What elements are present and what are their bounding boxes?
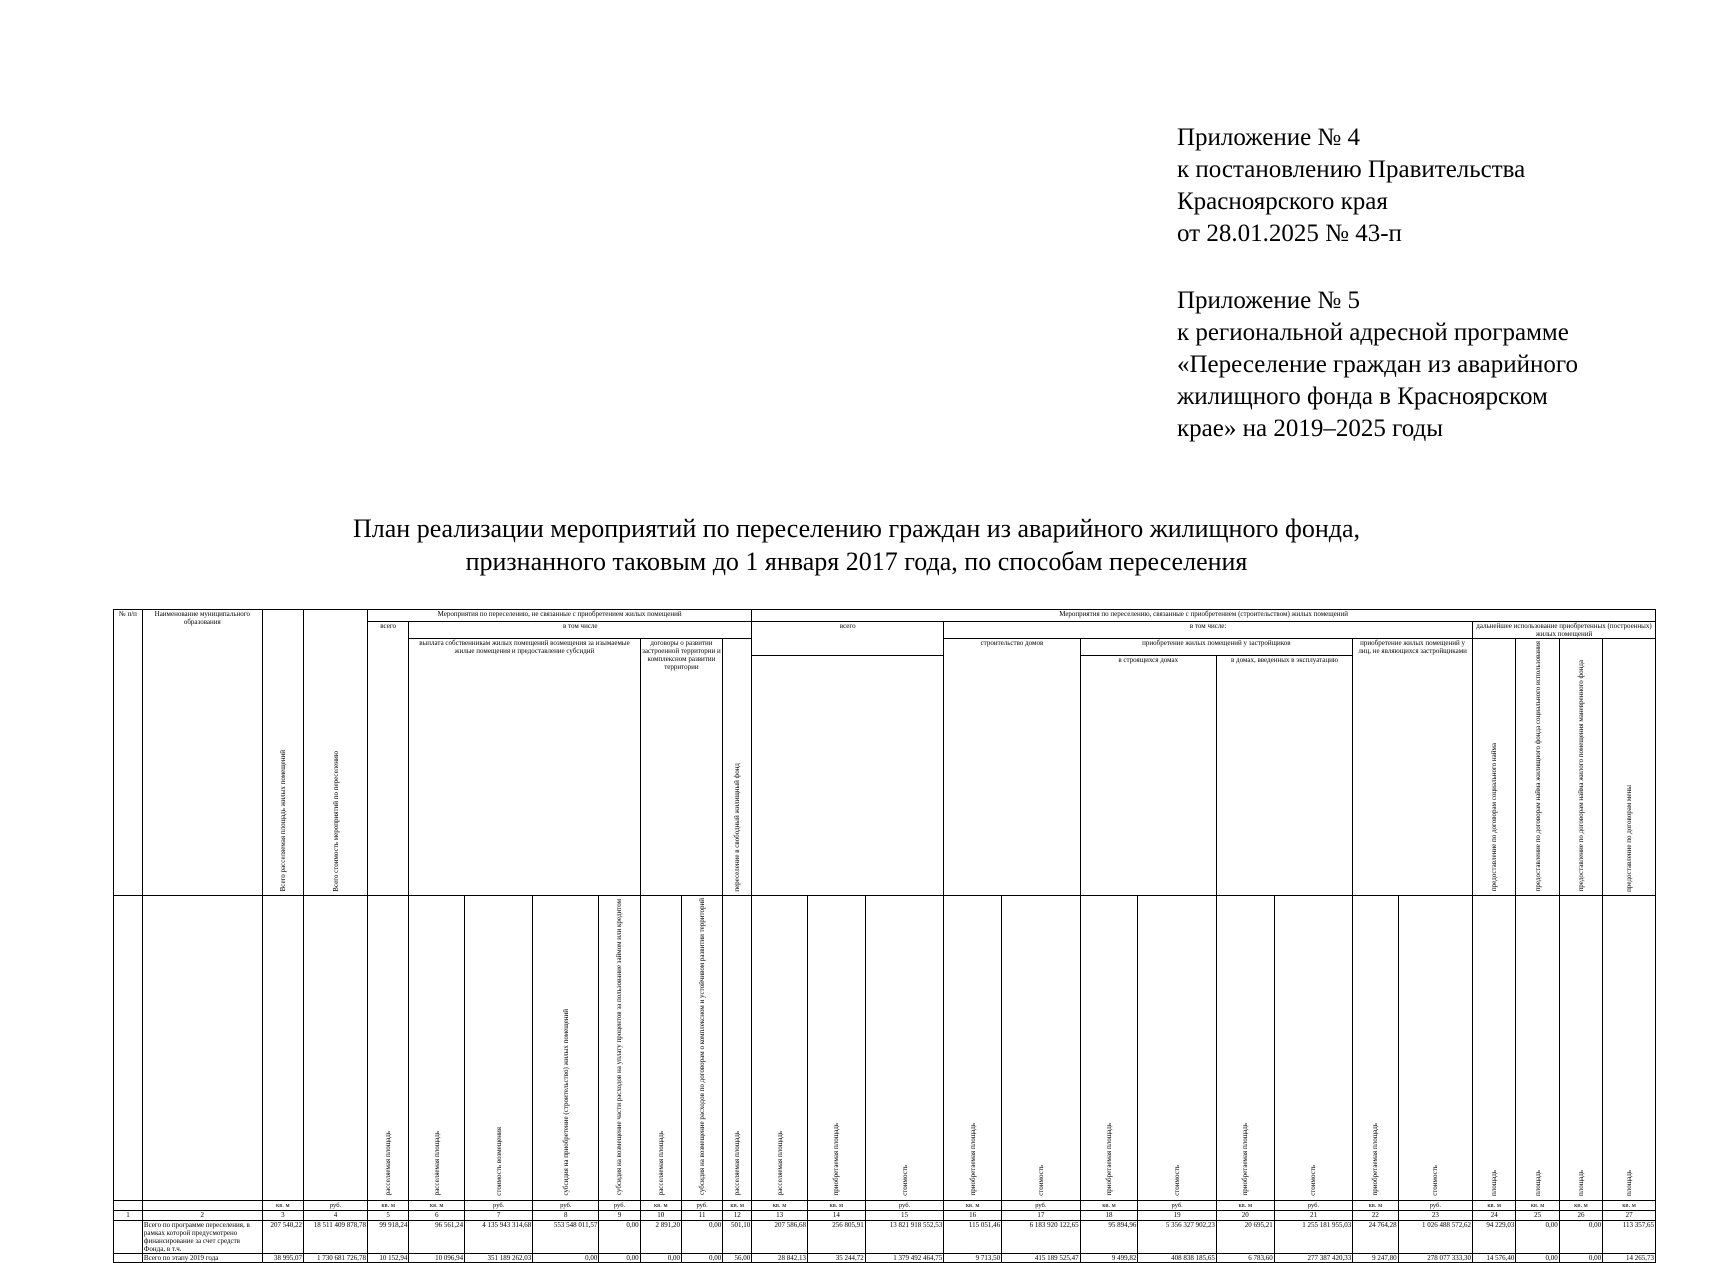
column-index-cell: 12 [723,1210,752,1220]
row-value-cell: 24 764,28 [1353,1220,1398,1253]
column-index-cell: 8 [533,1210,599,1220]
header-sub-blank [262,896,303,1200]
header-use-4: предоставление по договорам мены [1603,639,1656,896]
row-name: Всего по этапу 2019 года [142,1253,262,1262]
row-number [114,1220,143,1253]
table-row [114,1220,1656,1253]
annex-4-line: Приложение № 4 [1177,124,1361,151]
row-number [114,1253,143,1262]
row-value-cell: 0,00 [599,1220,640,1253]
column-index-cell: 5 [368,1210,409,1220]
row-value-cell: 6 783,60 [1216,1253,1274,1262]
unit-cell: руб. [1138,1200,1216,1210]
resettlement-plan-table-wrapper [113,609,1656,1263]
header-cost-total: Всего стоимость мероприятий по переселению [304,610,368,896]
row-value-cell: 9 247,80 [1353,1253,1398,1262]
header-use-3: предоставление по договорам найма жилого помещения маневренного фонда [1559,639,1602,896]
annex-4-line: Красноярского края [1177,188,1388,215]
row-value-cell: 0,00 [640,1253,681,1262]
title-line-2: признанного таковым до 1 января 2017 года, по способам переселения [465,547,1248,576]
header-col-17: стоимость [1002,896,1080,1200]
annex-5-line: Приложение № 5 [1177,287,1361,314]
column-index-cell: 24 [1473,1210,1516,1220]
unit-cell: кв. м [944,1200,1002,1210]
column-index-cell: 2 [142,1210,262,1220]
unit-cell: кв. м [1516,1200,1559,1210]
header-g1-free-fund: переселение в свободный жилищный фонд [723,639,752,896]
column-index-cell: 26 [1559,1210,1602,1220]
row-value-cell: 4 135 943 314,68 [465,1220,533,1253]
column-index-cell: 15 [865,1210,943,1220]
row-value-cell: 94 229,03 [1473,1220,1516,1253]
header-col-11: субсидия на возмещение расходов по договорам о комплексном и устойчивом развитии территорий [681,896,722,1200]
row-value-cell: 351 189 262,03 [465,1253,533,1262]
unit-cell: руб. [1274,1200,1352,1210]
annex-5-line: жилищного фонда в Красноярском [1177,383,1548,410]
unit-cell: кв. м [1473,1200,1516,1210]
column-index-cell: 10 [640,1210,681,1220]
header-col-9: субсидия на возмещение части расходов на уплату процентов за пользование займом или кредитом [599,896,640,1200]
row-value-cell: 56,00 [723,1253,752,1262]
column-index-cell: 23 [1398,1210,1472,1220]
row-value-cell: 1 379 492 464,75 [865,1253,943,1262]
header-sub-blank [142,896,262,1200]
unit-cell: кв. м [409,1200,465,1210]
annex-5-line: «Переселение граждан из аварийного [1177,351,1579,378]
header-g2-dev-existing: в домах, введенных в эксплуатацию [1216,655,1352,896]
unit-cell: кв. м [807,1200,865,1210]
row-value-cell: 207 586,68 [752,1220,808,1253]
row-value-cell: 501,10 [723,1220,752,1253]
header-col-5: расселяемая площадь [368,896,409,1200]
annex-5-line: к региональной адресной программе [1177,319,1569,346]
column-index-cell: 1 [114,1210,143,1220]
row-value-cell: 0,00 [1559,1253,1602,1262]
row-value-cell: 408 838 185,65 [1138,1253,1216,1262]
row-value-cell: 9 499,82 [1080,1253,1138,1262]
row-value-cell: 0,00 [681,1220,722,1253]
annex-4-block [1177,122,1525,250]
row-value-cell: 18 511 409 878,78 [304,1220,368,1253]
column-index-cell: 22 [1353,1210,1398,1220]
column-index-cell: 4 [304,1210,368,1220]
header-g1-development: договоры о развитии застроенной территории и комплексном развитии территории [640,639,723,896]
unit-cell: кв. м [723,1200,752,1210]
header-col-14: приобретаемая площадь [807,896,865,1200]
row-value-cell: 0,00 [1559,1220,1602,1253]
unit-cell: кв. м [1353,1200,1398,1210]
table-row [114,1253,1656,1262]
header-col-25: площадь [1516,896,1559,1200]
unit-cell: руб. [1398,1200,1472,1210]
unit-cell: кв. м [368,1200,409,1210]
header-area-total: Всего расселяемая площадь жилых помещений [262,610,303,896]
header-group-1: Мероприятия по переселению, не связанные с приобретением жилых помещений [368,610,752,622]
header-col-21: стоимость [1274,896,1352,1200]
row-value-cell: 35 244,72 [807,1253,865,1262]
header-col-23: стоимость [1398,896,1472,1200]
header-col-19: стоимость [1138,896,1216,1200]
unit-cell: руб. [599,1200,640,1210]
unit-cell: руб. [681,1200,722,1210]
annex-5-block [1177,285,1578,445]
unit-cell: кв. м [752,1200,808,1210]
row-value-cell: 256 805,91 [807,1220,865,1253]
column-index-cell: 6 [409,1210,465,1220]
header-g2-total: всего [752,622,944,656]
annex-4-line: к постановлению Правительства [1177,156,1526,183]
header-g1-payment: выплата собственникам жилых помещений возмещения за изымаемые жилые помещения и предоставление субсидий [409,639,640,896]
header-municipality: Наименование муниципального образования [142,610,262,896]
unit-cell: кв. м [1559,1200,1602,1210]
header-col-16: приобретаемая площадь [944,896,1002,1200]
row-value-cell: 1 026 488 572,62 [1398,1220,1472,1253]
header-g2-other: приобретение жилых помещений у лиц, не являющихся застройщиками [1353,639,1473,896]
header-col-18: приобретаемая площадь [1080,896,1138,1200]
row-value-cell: 0,00 [681,1253,722,1262]
row-value-cell: 14 576,40 [1473,1253,1516,1262]
header-col-22: приобретаемая площадь [1353,896,1398,1200]
row-name: Всего по программе переселения, в рамках которой предусмотрено финансирование за счет средств Фонда, в т.ч. [142,1220,262,1253]
annex-5-line: крае» на 2019–2025 годы [1177,415,1443,442]
column-index-cell: 16 [944,1210,1002,1220]
row-value-cell: 5 356 327 902,23 [1138,1220,1216,1253]
header-col-7: стоимость возмещения [465,896,533,1200]
header-g2-developers: приобретение жилых помещений у застройщиков [1080,639,1353,656]
row-value-cell: 0,00 [1516,1220,1559,1253]
row-value-cell: 207 540,22 [262,1220,303,1253]
unit-cell: руб. [533,1200,599,1210]
row-value-cell: 96 561,24 [409,1220,465,1253]
header-g2-build: строительство домов [944,639,1080,896]
row-value-cell: 99 918,24 [368,1220,409,1253]
row-value-cell: 0,00 [533,1253,599,1262]
unit-cell: руб. [865,1200,943,1210]
header-col-26: площадь [1559,896,1602,1200]
header-g2-including: в том числе: [944,622,1473,639]
column-index-cell: 7 [465,1210,533,1220]
row-value-cell: 10 096,94 [409,1253,465,1262]
column-index-cell: 18 [1080,1210,1138,1220]
header-g1-total: всего [368,622,409,896]
units-blank [142,1200,262,1210]
title-line-1: План реализации мероприятий по переселению граждан из аварийного жилищного фонда, [352,514,1361,543]
row-value-cell: 113 357,65 [1603,1220,1656,1253]
row-value-cell: 115 051,46 [944,1220,1002,1253]
row-value-cell: 1 730 681 726,78 [304,1253,368,1262]
header-col-24: площадь [1473,896,1516,1200]
row-value-cell: 0,00 [599,1253,640,1262]
row-value-cell: 277 387 420,33 [1274,1253,1352,1262]
column-index-cell: 13 [752,1210,808,1220]
unit-cell: кв. м [640,1200,681,1210]
units-row [114,1200,1656,1210]
column-index-cell: 14 [807,1210,865,1220]
annex-4-line: от 28.01.2025 № 43-п [1177,220,1402,247]
unit-cell: руб. [304,1200,368,1210]
row-value-cell: 28 842,13 [752,1253,808,1262]
header-col-10: расселяемая площадь [640,896,681,1200]
header-col-8: субсидия на приобретение (строительство) жилых помещений [533,896,599,1200]
column-index-cell: 11 [681,1210,722,1220]
header-g2-dev-building: в строящихся домах [1080,655,1216,896]
column-index-row [114,1210,1656,1220]
column-index-cell: 25 [1516,1210,1559,1220]
row-value-cell: 6 183 920 122,65 [1002,1220,1080,1253]
column-index-cell: 3 [262,1210,303,1220]
row-value-cell: 415 189 525,47 [1002,1253,1080,1262]
row-value-cell: 278 077 333,30 [1398,1253,1472,1262]
row-value-cell: 13 821 918 552,53 [865,1220,943,1253]
units-blank [114,1200,143,1210]
table-body [114,1220,1656,1262]
row-value-cell: 9 713,50 [944,1253,1002,1262]
header-col-6: расселяемая площадь [409,896,465,1200]
header-g2-use: дальнейшее использование приобретенных (построенных) жилых помещений [1473,622,1656,639]
unit-cell: руб. [1002,1200,1080,1210]
column-index-cell: 20 [1216,1210,1274,1220]
row-value-cell: 95 894,96 [1080,1220,1138,1253]
unit-cell: кв. м [1080,1200,1138,1210]
header-col-13: расселяемая площадь [752,896,808,1200]
row-value-cell: 2 891,20 [640,1220,681,1253]
header-num: № п/п [114,610,143,896]
unit-cell: руб. [465,1200,533,1210]
header-col-27: площадь [1603,896,1656,1200]
header-g1-including: в том числе [409,622,752,639]
row-value-cell: 20 695,21 [1216,1220,1274,1253]
unit-cell: кв. м [1603,1200,1656,1210]
row-value-cell: 0,00 [1516,1253,1559,1262]
column-index-cell: 9 [599,1210,640,1220]
header-col-15: стоимость [865,896,943,1200]
column-index-cell: 27 [1603,1210,1656,1220]
header-col-20: приобретаемая площадь [1216,896,1274,1200]
header-use-1: предоставление по договорам социального найма [1473,639,1516,896]
document-title [0,512,1713,578]
row-value-cell: 38 995,07 [262,1253,303,1262]
column-index-cell: 21 [1274,1210,1352,1220]
header-use-2: предоставление по договорам найма жилищного фонда социального использования [1516,639,1559,896]
row-value-cell: 10 152,94 [368,1253,409,1262]
header-group-2: Мероприятия по переселению, связанные с приобретением (строительством) жилых помещений [752,610,1656,622]
header-sub-blank [304,896,368,1200]
unit-cell: кв. м [1216,1200,1274,1210]
header-col-12: расселяемая площадь [723,896,752,1200]
column-index-cell: 19 [1138,1210,1216,1220]
row-value-cell: 1 255 181 955,03 [1274,1220,1352,1253]
column-index-cell: 17 [1002,1210,1080,1220]
unit-cell: кв. м [262,1200,303,1210]
row-value-cell: 553 548 011,57 [533,1220,599,1253]
resettlement-plan-table [113,609,1656,1263]
header-g2-total-cont [752,655,944,896]
header-sub-blank [114,896,143,1200]
row-value-cell: 14 265,73 [1603,1253,1656,1262]
